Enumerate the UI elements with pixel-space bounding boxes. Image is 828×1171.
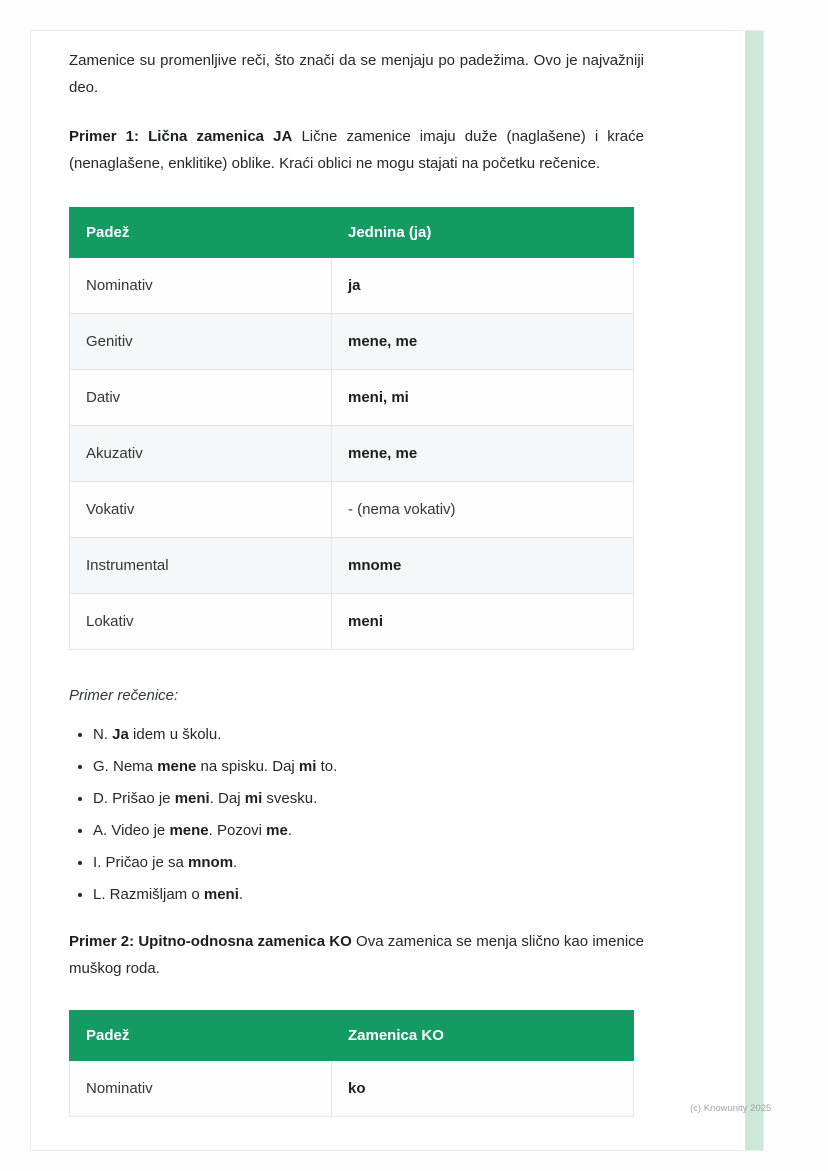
- case-cell: Vokativ: [70, 482, 332, 538]
- accent-stripe: [745, 31, 763, 1150]
- value-cell: ko: [332, 1061, 634, 1117]
- table-row: [70, 538, 634, 594]
- table-header-row: [70, 208, 634, 258]
- table-header-cell: Padež: [70, 208, 332, 258]
- value-cell: meni: [332, 594, 634, 650]
- value-cell: mnome: [332, 538, 634, 594]
- table-row: [70, 258, 634, 314]
- value-cell: meni, mi: [332, 370, 634, 426]
- table-header-row: [70, 1011, 634, 1061]
- value-cell: ja: [332, 258, 634, 314]
- document-content: [31, 31, 644, 1117]
- case-cell: Nominativ: [70, 1061, 332, 1117]
- intro-paragraph: Zamenice su promenljive reči, što znači da se menjaju po padežima. Ovo je najvažniji deo.: [69, 52, 644, 96]
- list-item: • N. Ja idem u školu.: [93, 721, 644, 748]
- content-card: [30, 30, 764, 1151]
- example-heading: Primer rečenice:: [69, 687, 179, 704]
- value-cell: mene, me: [332, 426, 634, 482]
- table-row: [70, 1061, 634, 1117]
- case-cell: Dativ: [70, 370, 332, 426]
- case-cell: Instrumental: [70, 538, 332, 594]
- table-row: [70, 314, 634, 370]
- watermark: (c) Knowunity 2025: [690, 1103, 772, 1114]
- table-header-cell: Zamenica KO: [332, 1011, 634, 1061]
- value-cell: - (nema vokativ): [332, 482, 634, 538]
- table-row: [70, 370, 634, 426]
- table-row: [70, 426, 634, 482]
- list-item: • A. Video je mene. Pozovi me.: [93, 817, 644, 844]
- list-item: • G. Nema mene na spisku. Daj mi to.: [93, 753, 644, 780]
- case-cell: Akuzativ: [70, 426, 332, 482]
- case-cell: Nominativ: [70, 258, 332, 314]
- table-row: [70, 482, 634, 538]
- list-item: • D. Prišao je meni. Daj mi svesku.: [93, 785, 644, 812]
- declension-table-ko: [69, 1010, 634, 1117]
- table-header-cell: Jednina (ja): [332, 208, 634, 258]
- table-row: [70, 594, 634, 650]
- primer1-paragraph: Primer 1: Lična zamenica JA Lične zamenice imaju duže (naglašene) i kraće (nenaglašene, enklitike) oblike. Kraći oblici ne mogu stajati na početku rečenice.: [69, 128, 644, 172]
- example-sentence-list: [93, 721, 644, 908]
- value-cell: mene, me: [332, 314, 634, 370]
- table-header-cell: Padež: [70, 1011, 332, 1061]
- declension-table-ja: [69, 207, 634, 650]
- list-item: • L. Razmišljam o meni.: [93, 881, 644, 908]
- case-cell: Genitiv: [70, 314, 332, 370]
- case-cell: Lokativ: [70, 594, 332, 650]
- list-item: • I. Pričao je sa mnom.: [93, 849, 644, 876]
- primer2-paragraph: Primer 2: Upitno-odnosna zamenica KO Ova zamenica se menja slično kao imenice muškog roda.: [69, 933, 645, 977]
